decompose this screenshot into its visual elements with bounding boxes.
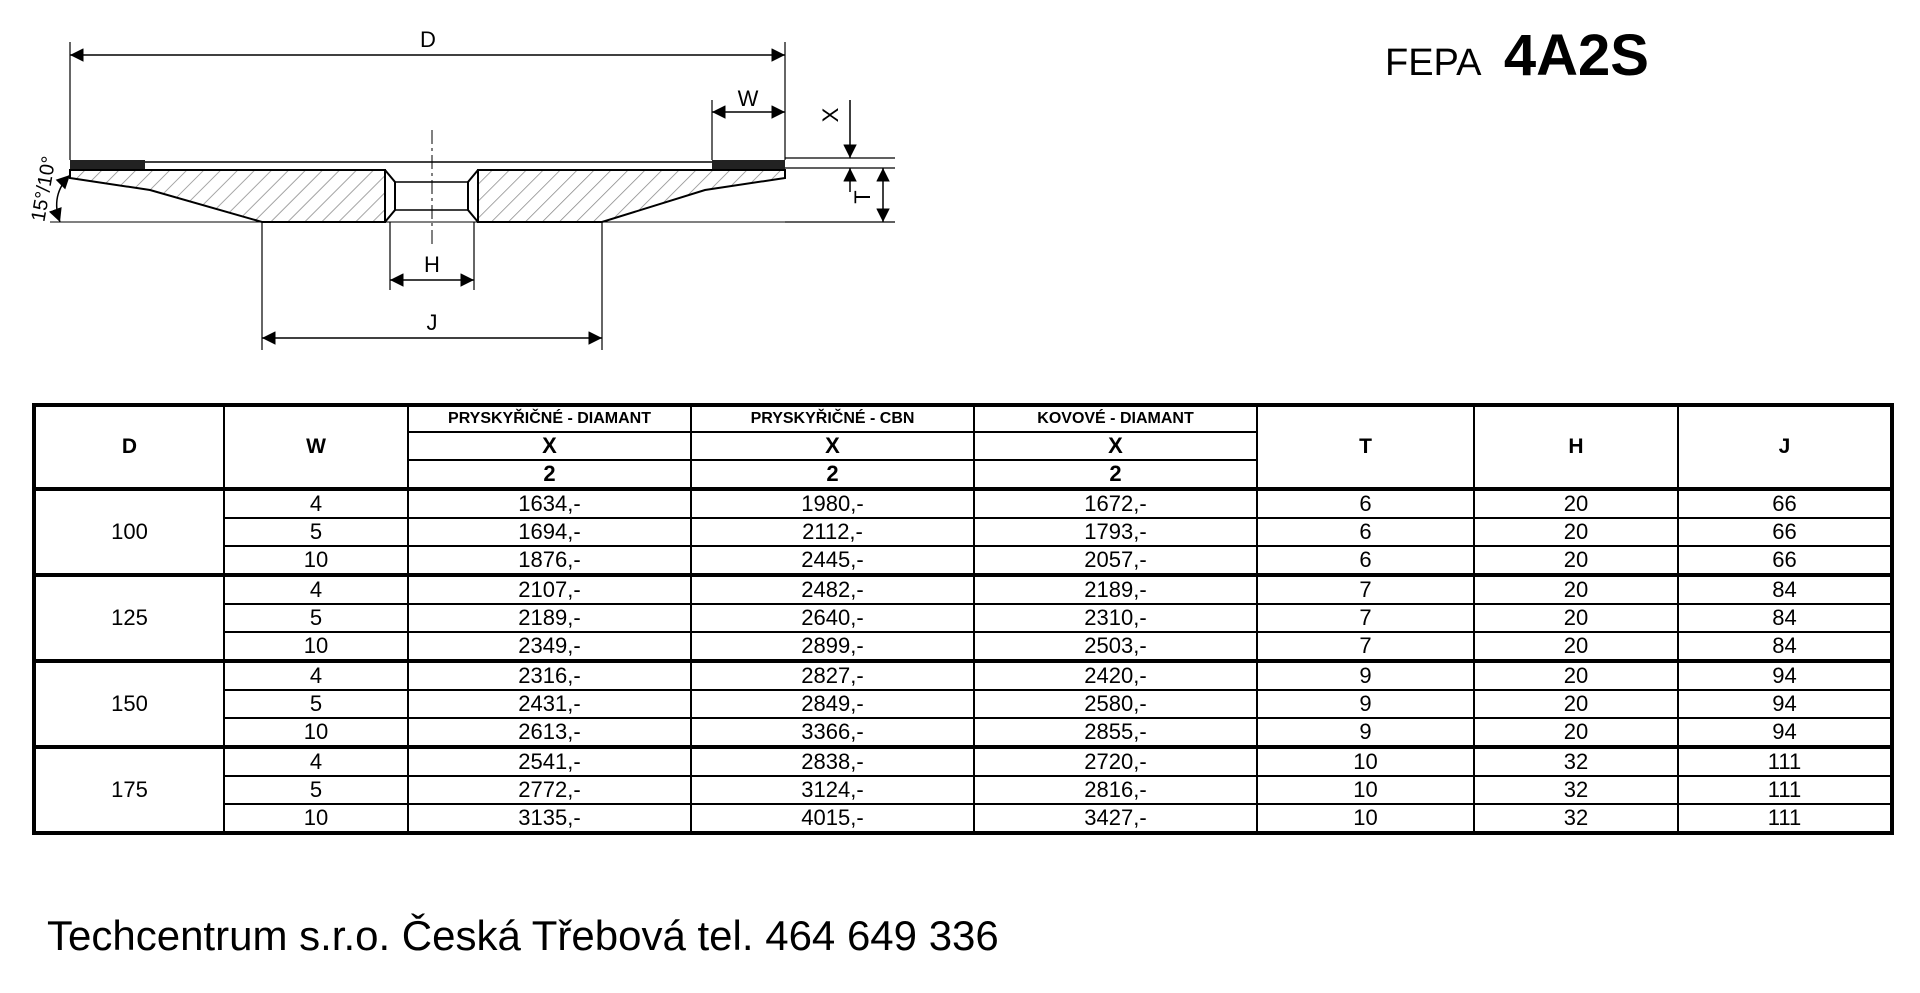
cell-w: 4 bbox=[224, 661, 408, 690]
cell-h: 20 bbox=[1474, 489, 1678, 518]
cell-t: 9 bbox=[1257, 661, 1474, 690]
cell-p1: 2541,- bbox=[408, 747, 691, 776]
cell-d: 100 bbox=[34, 489, 224, 575]
cell-j: 94 bbox=[1678, 661, 1892, 690]
dimension-w bbox=[712, 86, 785, 160]
cell-j: 84 bbox=[1678, 604, 1892, 632]
dim-d-label: D bbox=[420, 27, 436, 52]
cell-p2: 4015,- bbox=[691, 804, 974, 833]
cell-h: 20 bbox=[1474, 575, 1678, 604]
cell-w: 4 bbox=[224, 489, 408, 518]
cell-w: 10 bbox=[224, 804, 408, 833]
cell-p1: 2349,- bbox=[408, 632, 691, 661]
cell-j: 111 bbox=[1678, 776, 1892, 804]
cell-t: 10 bbox=[1257, 804, 1474, 833]
cell-p2: 2112,- bbox=[691, 518, 974, 546]
header-w: W bbox=[224, 405, 408, 489]
table-row bbox=[34, 690, 1892, 718]
cell-t: 6 bbox=[1257, 518, 1474, 546]
cell-h: 32 bbox=[1474, 747, 1678, 776]
table-row bbox=[34, 632, 1892, 661]
cell-p2: 2640,- bbox=[691, 604, 974, 632]
diameter-block bbox=[34, 661, 1892, 747]
cell-p2: 1980,- bbox=[691, 489, 974, 518]
cell-p2: 2838,- bbox=[691, 747, 974, 776]
header-group-1: PRYSKYŘIČNÉ - DIAMANT bbox=[408, 405, 691, 432]
cell-t: 7 bbox=[1257, 632, 1474, 661]
cell-p2: 2899,- bbox=[691, 632, 974, 661]
cell-j: 84 bbox=[1678, 632, 1892, 661]
cell-p3: 2057,- bbox=[974, 546, 1257, 575]
fepa-title bbox=[1385, 22, 1649, 89]
dim-w-label: W bbox=[737, 86, 759, 111]
footer-contact: Techcentrum s.r.o. Česká Třebová tel. 464 649 336 bbox=[47, 912, 999, 959]
cell-j: 66 bbox=[1678, 518, 1892, 546]
cell-j: 94 bbox=[1678, 718, 1892, 747]
diameter-block bbox=[34, 747, 1892, 833]
cell-t: 7 bbox=[1257, 604, 1474, 632]
cell-p3: 2420,- bbox=[974, 661, 1257, 690]
cell-t: 6 bbox=[1257, 489, 1474, 518]
cell-w: 5 bbox=[224, 518, 408, 546]
cell-w: 10 bbox=[224, 546, 408, 575]
header-h: H bbox=[1474, 405, 1678, 489]
cell-d: 175 bbox=[34, 747, 224, 833]
cell-t: 9 bbox=[1257, 718, 1474, 747]
header-j: J bbox=[1678, 405, 1892, 489]
table-row bbox=[34, 804, 1892, 833]
header-group-1-x: X bbox=[408, 432, 691, 460]
dimension-x bbox=[785, 100, 895, 192]
cell-p3: 1793,- bbox=[974, 518, 1257, 546]
cell-p2: 2482,- bbox=[691, 575, 974, 604]
dim-t-label: T bbox=[850, 190, 875, 204]
cell-h: 20 bbox=[1474, 546, 1678, 575]
header-group-3-x: X bbox=[974, 432, 1257, 460]
table-row bbox=[34, 604, 1892, 632]
cell-j: 94 bbox=[1678, 690, 1892, 718]
cell-h: 20 bbox=[1474, 632, 1678, 661]
header-group-2-x: X bbox=[691, 432, 974, 460]
diameter-block bbox=[34, 489, 1892, 575]
price-table bbox=[32, 403, 1894, 835]
cell-h: 20 bbox=[1474, 661, 1678, 690]
dimension-t bbox=[785, 168, 895, 222]
table-row bbox=[34, 718, 1892, 747]
cell-h: 32 bbox=[1474, 776, 1678, 804]
cell-j: 66 bbox=[1678, 546, 1892, 575]
header-group-2: PRYSKYŘIČNÉ - CBN bbox=[691, 405, 974, 432]
cell-h: 32 bbox=[1474, 804, 1678, 833]
table-row bbox=[34, 546, 1892, 575]
cell-p2: 3124,- bbox=[691, 776, 974, 804]
angle-label: 15°/10° bbox=[27, 154, 61, 224]
cell-w: 5 bbox=[224, 690, 408, 718]
table-row bbox=[34, 575, 1892, 604]
cell-h: 20 bbox=[1474, 718, 1678, 747]
header-t: T bbox=[1257, 405, 1474, 489]
cell-j: 84 bbox=[1678, 575, 1892, 604]
table-row bbox=[34, 661, 1892, 690]
cell-p1: 3135,- bbox=[408, 804, 691, 833]
cell-j: 111 bbox=[1678, 804, 1892, 833]
cell-t: 7 bbox=[1257, 575, 1474, 604]
cell-w: 4 bbox=[224, 747, 408, 776]
cell-w: 5 bbox=[224, 776, 408, 804]
diameter-block bbox=[34, 575, 1892, 661]
cell-t: 10 bbox=[1257, 776, 1474, 804]
cell-p1: 2613,- bbox=[408, 718, 691, 747]
cell-p1: 1634,- bbox=[408, 489, 691, 518]
cell-p2: 2849,- bbox=[691, 690, 974, 718]
cell-p3: 2816,- bbox=[974, 776, 1257, 804]
cell-h: 20 bbox=[1474, 518, 1678, 546]
cell-j: 111 bbox=[1678, 747, 1892, 776]
cell-p3: 2189,- bbox=[974, 575, 1257, 604]
table-row bbox=[34, 776, 1892, 804]
cell-p1: 2772,- bbox=[408, 776, 691, 804]
header-group-1-x-value: 2 bbox=[408, 460, 691, 489]
header-group-3: KOVOVÉ - DIAMANT bbox=[974, 405, 1257, 432]
header-group-3-x-value: 2 bbox=[974, 460, 1257, 489]
cell-p1: 2431,- bbox=[408, 690, 691, 718]
table-row bbox=[34, 747, 1892, 776]
cell-p3: 2503,- bbox=[974, 632, 1257, 661]
cell-w: 10 bbox=[224, 632, 408, 661]
dimension-d bbox=[70, 27, 785, 160]
cell-w: 10 bbox=[224, 718, 408, 747]
cell-h: 20 bbox=[1474, 690, 1678, 718]
cell-p1: 1694,- bbox=[408, 518, 691, 546]
table-row bbox=[34, 489, 1892, 518]
header-group-2-x-value: 2 bbox=[691, 460, 974, 489]
cell-w: 5 bbox=[224, 604, 408, 632]
cell-j: 66 bbox=[1678, 489, 1892, 518]
cell-p2: 3366,- bbox=[691, 718, 974, 747]
cell-p1: 2107,- bbox=[408, 575, 691, 604]
dim-h-label: H bbox=[424, 252, 440, 277]
cell-p3: 2855,- bbox=[974, 718, 1257, 747]
cell-p3: 2310,- bbox=[974, 604, 1257, 632]
cell-d: 125 bbox=[34, 575, 224, 661]
cell-p2: 2827,- bbox=[691, 661, 974, 690]
cell-w: 4 bbox=[224, 575, 408, 604]
fepa-prefix: FEPA bbox=[1385, 42, 1482, 84]
cell-p3: 2720,- bbox=[974, 747, 1257, 776]
wheel-section bbox=[50, 130, 895, 245]
cell-t: 6 bbox=[1257, 546, 1474, 575]
cell-p3: 2580,- bbox=[974, 690, 1257, 718]
cell-p1: 2189,- bbox=[408, 604, 691, 632]
cell-p3: 3427,- bbox=[974, 804, 1257, 833]
table-row bbox=[34, 518, 1892, 546]
cell-t: 9 bbox=[1257, 690, 1474, 718]
cell-p3: 1672,- bbox=[974, 489, 1257, 518]
cell-p2: 2445,- bbox=[691, 546, 974, 575]
dim-x-label: X bbox=[818, 107, 843, 123]
cell-p1: 2316,- bbox=[408, 661, 691, 690]
dim-j-label: J bbox=[426, 310, 438, 335]
cell-p1: 1876,- bbox=[408, 546, 691, 575]
cell-t: 10 bbox=[1257, 747, 1474, 776]
header-d: D bbox=[34, 405, 224, 489]
angle-annotation bbox=[28, 155, 70, 224]
cell-h: 20 bbox=[1474, 604, 1678, 632]
fepa-code: 4A2S bbox=[1503, 23, 1649, 88]
cell-d: 150 bbox=[34, 661, 224, 747]
